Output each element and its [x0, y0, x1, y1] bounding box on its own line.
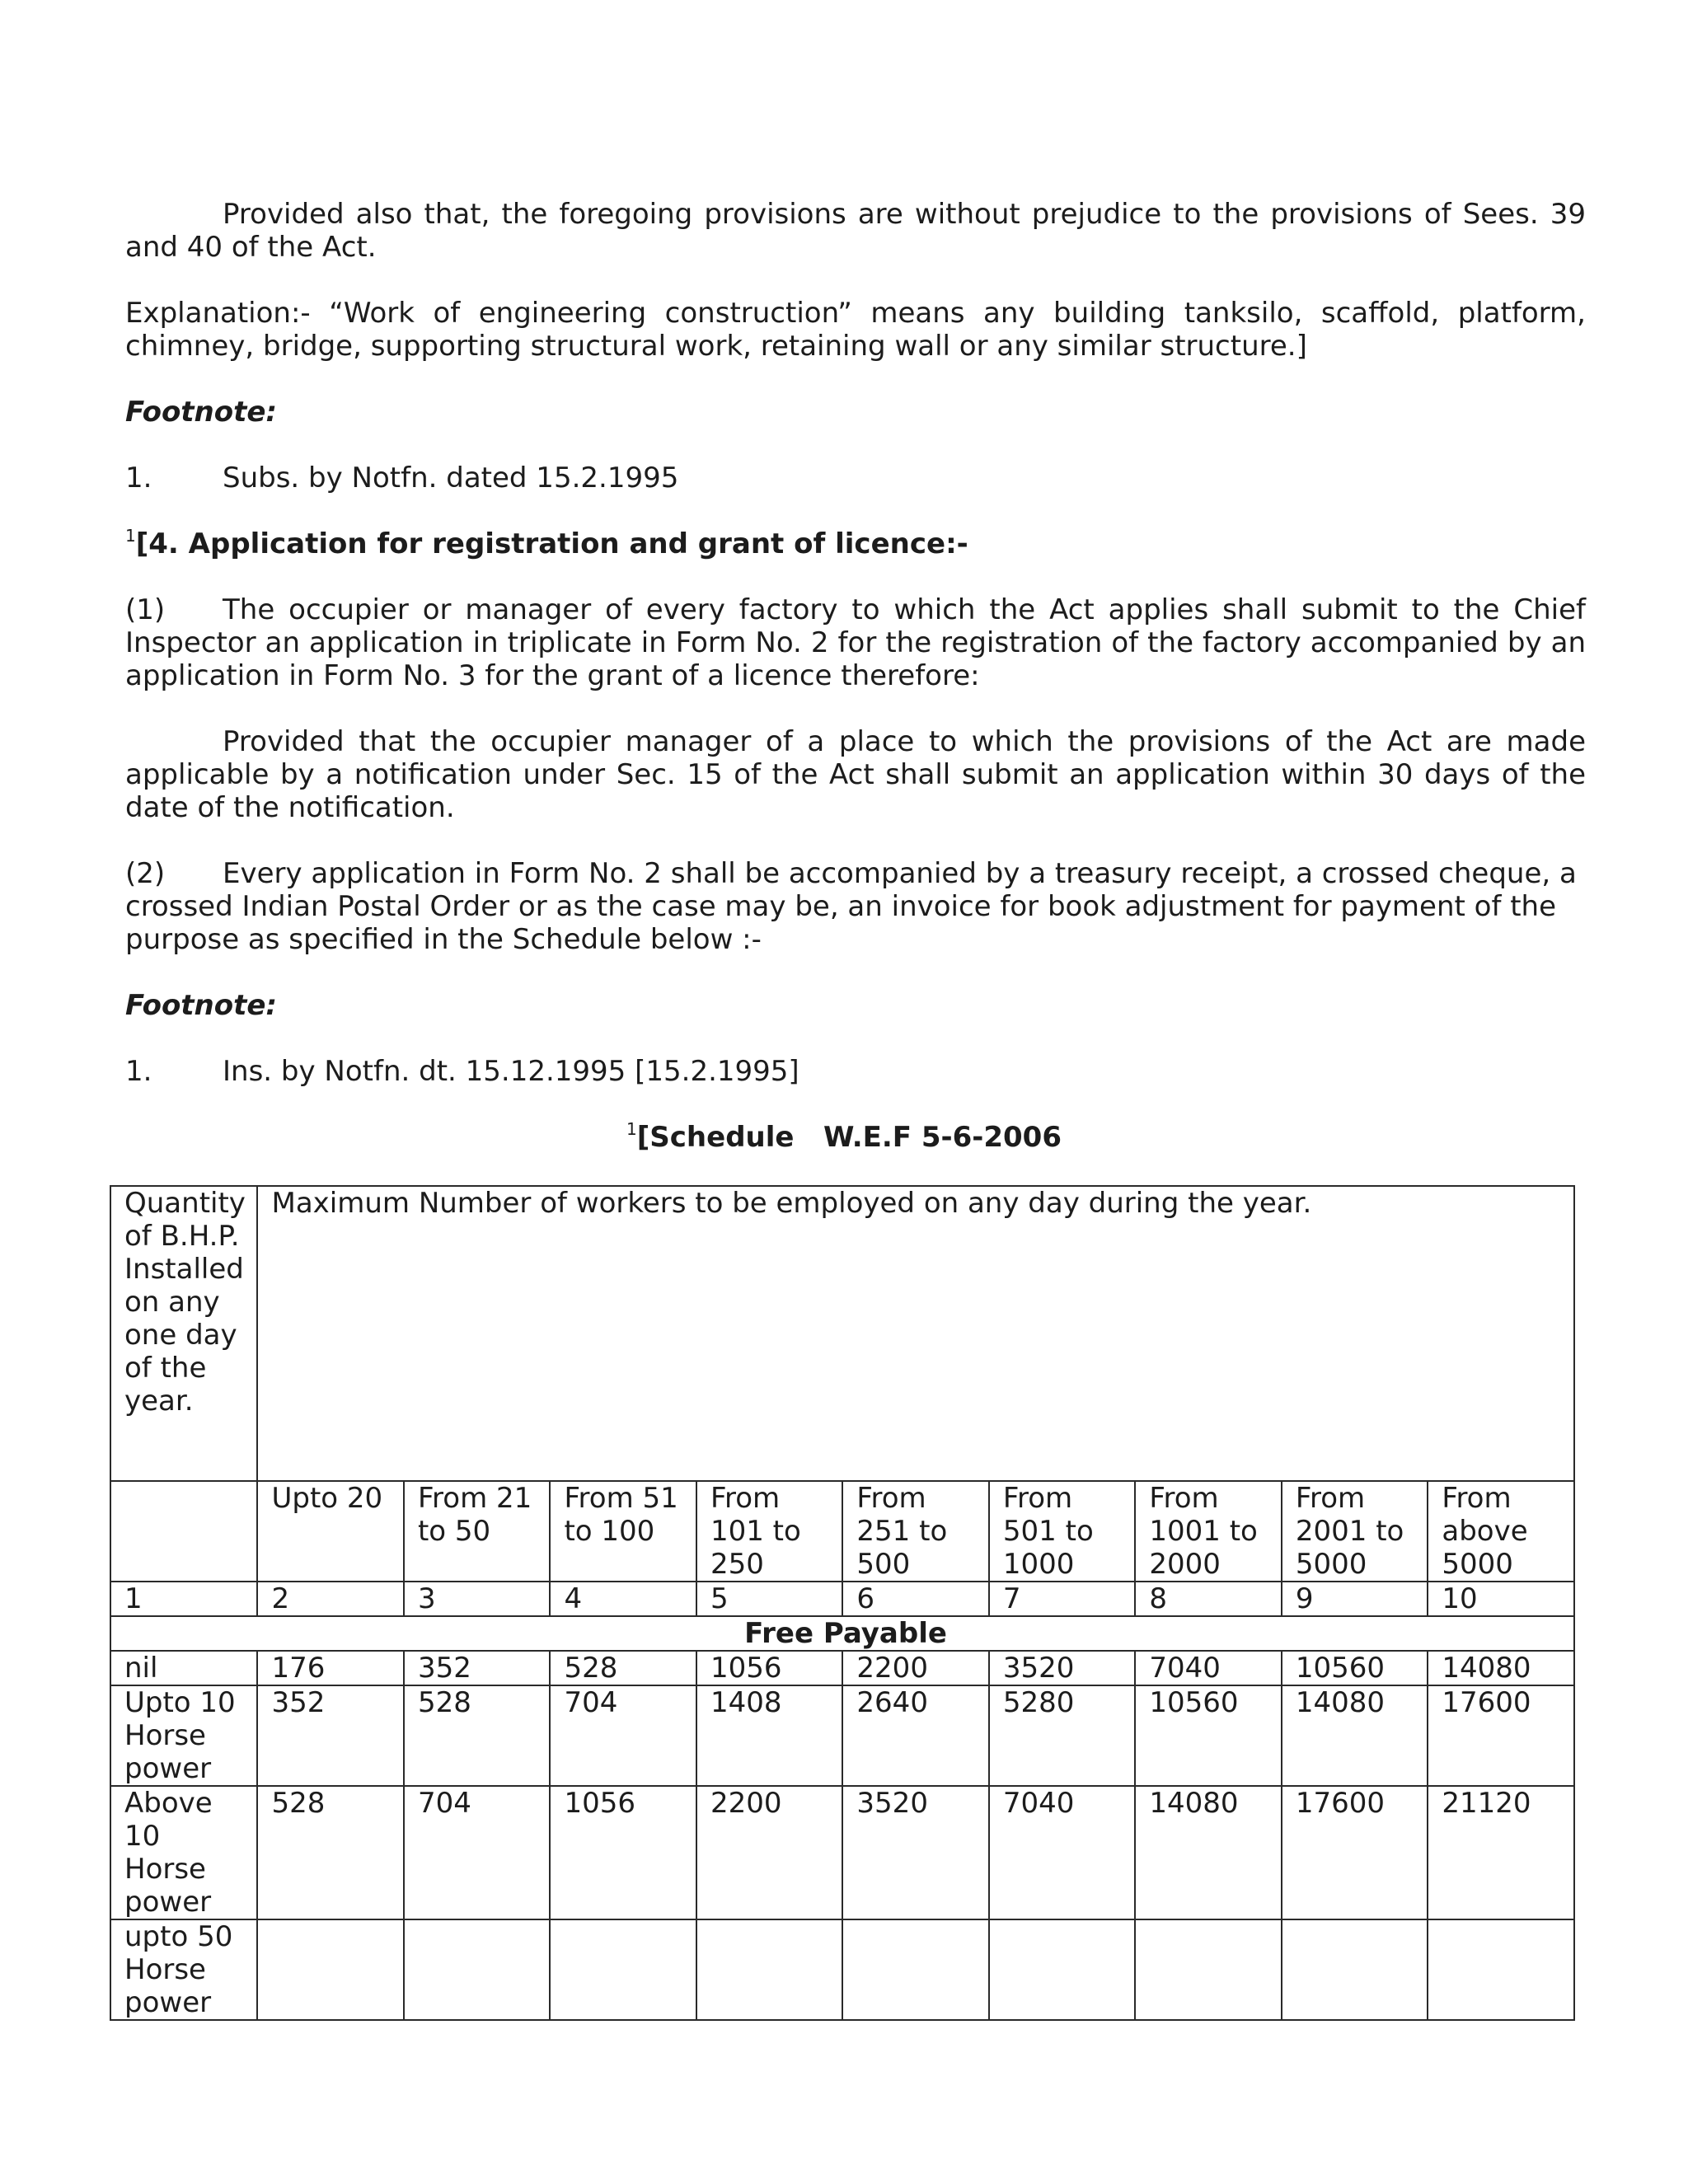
column-number-cell: 2: [257, 1582, 403, 1616]
fee-cell: 1408: [696, 1685, 842, 1786]
fee-cell: 2640: [842, 1685, 988, 1786]
fee-cell: 176: [257, 1651, 403, 1685]
table-row: [110, 1786, 1574, 1919]
column-number-cell: 5: [696, 1582, 842, 1616]
range-cell: From 21 to 50: [404, 1481, 550, 1582]
fee-cell: 528: [404, 1685, 550, 1786]
table-row: [110, 1651, 1574, 1685]
column-number-cell: 3: [404, 1582, 550, 1616]
fee-cell: 1056: [696, 1651, 842, 1685]
footnote-label-2: Footnote:: [125, 989, 278, 1022]
range-cell: From 1001 to 2000: [1135, 1481, 1281, 1582]
fee-cell: 7040: [989, 1786, 1135, 1919]
fee-cell: 352: [404, 1651, 550, 1685]
fee-cell: [404, 1919, 550, 2020]
fee-cell: 704: [550, 1685, 696, 1786]
workers-header-cell: Maximum Number of workers to be employed on any day during the year.: [257, 1186, 1574, 1481]
table-row: [110, 1685, 1574, 1786]
proviso-paragraph-2: Provided that the occupier manager of a place to which the provisions of the Act are made applicable by a notification under Sec. 15 of the Act shall submit an application within 30 days of the date of the notification.: [125, 725, 1586, 824]
column-number-cell: 7: [989, 1582, 1135, 1616]
fee-schedule-table: [110, 1185, 1575, 2021]
range-cell: From above 5000: [1428, 1481, 1574, 1582]
column-number-cell: 6: [842, 1582, 988, 1616]
fee-cell: 5280: [989, 1685, 1135, 1786]
fee-cell: 352: [257, 1685, 403, 1786]
range-cell: From 101 to 250: [696, 1481, 842, 1582]
footnote-marker: 1: [125, 526, 136, 546]
proviso-paragraph-1: Provided also that, the foregoing provisions are without prejudice to the provisions of Sees. 39 and 40 of the Act.: [125, 198, 1586, 264]
range-cell: From 2001 to 5000: [1282, 1481, 1428, 1582]
footnote-item-2: [125, 1055, 1586, 1088]
fee-cell: 528: [257, 1786, 403, 1919]
fee-cell: [1282, 1919, 1428, 2020]
clause-text: Every application in Form No. 2 shall be accompanied by a treasury receipt, a crossed cheque, a crossed Indian Postal Order or as the case may be, an invoice for book adjustment for payment of the purpose as specified in the Schedule below :-: [125, 857, 1577, 956]
fee-cell: 10560: [1135, 1685, 1281, 1786]
fee-cell: 2200: [696, 1786, 842, 1919]
bhp-cell: Upto 10 Horse power: [110, 1685, 257, 1786]
fee-cell: 14080: [1282, 1685, 1428, 1786]
clause-text: The occupier or manager of every factory to which the Act applies shall submit to the Chief Inspector an application in triplicate in Form No. 2 for the registration of the factory accompanied by an application in Form No. 3 for the grant of a licence therefore:: [125, 593, 1586, 692]
footnote-number: 1.: [125, 1055, 152, 1088]
bhp-cell: nil: [110, 1651, 257, 1685]
bhp-cell: Above 10 Horse power: [110, 1786, 257, 1919]
column-number-row: [110, 1582, 1574, 1616]
footnote-text: Subs. by Notfn. dated 15.2.1995: [223, 462, 679, 494]
fee-cell: 14080: [1135, 1786, 1281, 1919]
range-cell: From 251 to 500: [842, 1481, 988, 1582]
clause-1: [125, 593, 1586, 692]
section-label-row: [110, 1616, 1574, 1651]
column-number-cell: 8: [1135, 1582, 1281, 1616]
fee-cell: [696, 1919, 842, 2020]
fee-cell: 14080: [1428, 1651, 1574, 1685]
footnote-number: 1.: [125, 462, 152, 494]
table-header-row: [110, 1186, 1574, 1481]
bhp-cell: upto 50 Horse power: [110, 1919, 257, 2020]
clause-2: [125, 857, 1586, 956]
fee-cell: [989, 1919, 1135, 2020]
schedule-title-text: [Schedule W.E.F 5-6-2006: [636, 1121, 1062, 1154]
column-number-cell: 9: [1282, 1582, 1428, 1616]
fee-cell: 3520: [989, 1651, 1135, 1685]
fee-cell: 704: [404, 1786, 550, 1919]
fee-cell: 10560: [1282, 1651, 1428, 1685]
footnote-label-1: Footnote:: [125, 396, 278, 429]
empty-cell: [110, 1481, 257, 1582]
fee-cell: 3520: [842, 1786, 988, 1919]
schedule-title: [0, 1121, 1688, 1154]
footnote-marker: 1: [626, 1119, 637, 1139]
fee-cell: 7040: [1135, 1651, 1281, 1685]
range-cell: From 51 to 100: [550, 1481, 696, 1582]
section-title: [4. Application for registration and grant of licence:-: [135, 527, 968, 560]
worker-range-row: [110, 1481, 1574, 1582]
fee-cell: [550, 1919, 696, 2020]
column-number-cell: 10: [1428, 1582, 1574, 1616]
explanation-paragraph: Explanation:- “Work of engineering construction” means any building tanksilo, scaffold, platform, chimney, bridge, supporting structural work, retaining wall or any similar structure.]: [125, 297, 1586, 363]
clause-number: (1): [125, 593, 166, 626]
range-cell: From 501 to 1000: [989, 1481, 1135, 1582]
fee-cell: [1135, 1919, 1281, 2020]
column-number-cell: 4: [550, 1582, 696, 1616]
section-heading: [125, 527, 1586, 560]
table-row: [110, 1919, 1574, 2020]
bhp-header-cell: Quantity of B.H.P. Installed on any one day of the year.: [110, 1186, 257, 1481]
footnote-text: Ins. by Notfn. dt. 15.12.1995 [15.2.1995]: [223, 1055, 799, 1088]
fee-cell: 1056: [550, 1786, 696, 1919]
column-number-cell: 1: [110, 1582, 257, 1616]
fee-cell: [1428, 1919, 1574, 2020]
fee-cell: 2200: [842, 1651, 988, 1685]
fee-cell: 17600: [1428, 1685, 1574, 1786]
fee-cell: [842, 1919, 988, 2020]
range-cell: Upto 20: [257, 1481, 403, 1582]
fee-cell: 528: [550, 1651, 696, 1685]
clause-number: (2): [125, 857, 166, 890]
fee-cell: 21120: [1428, 1786, 1574, 1919]
footnote-item-1: [125, 462, 1586, 494]
fee-cell: 17600: [1282, 1786, 1428, 1919]
fee-cell: [257, 1919, 403, 2020]
section-label-cell: Free Payable: [110, 1616, 1574, 1651]
